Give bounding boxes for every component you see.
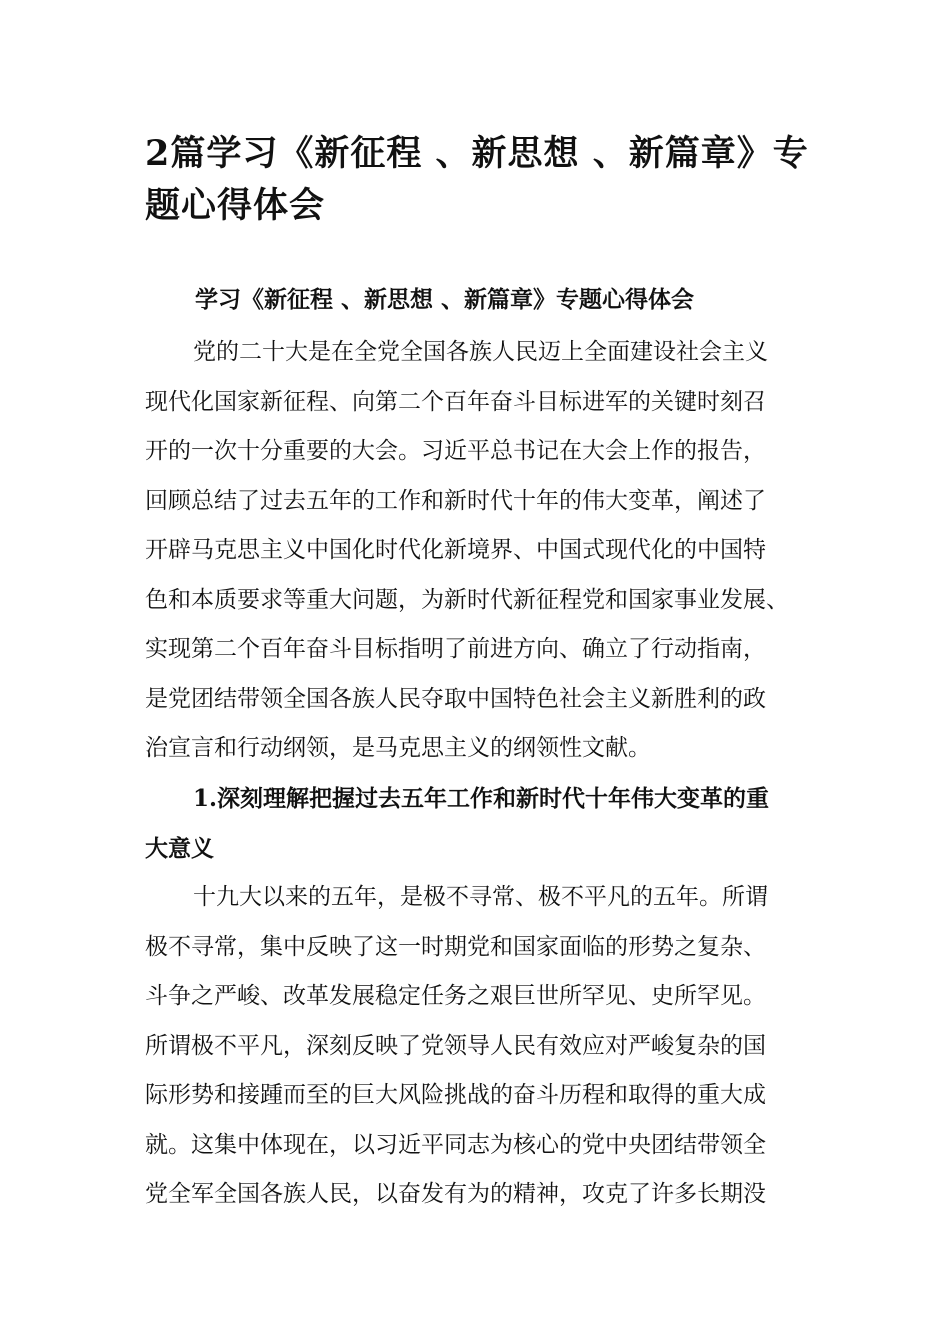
paragraph-line: 实现第二个百年奋斗目标指明了前进方向、确立了行动指南， xyxy=(145,636,766,662)
paragraph-line: 所谓极不平凡，深刻反映了党领导人民有效应对严峻复杂的国 xyxy=(145,1032,766,1059)
paragraph-line: 现代化国家新征程、向第二个百年奋斗目标进军的关键时刻召 xyxy=(145,388,766,415)
paragraph-line: 开的一次十分重要的大会。习近平总书记在大会上作的报告， xyxy=(145,438,766,464)
document-title xyxy=(145,128,825,232)
paragraph-section-1 xyxy=(145,873,805,1220)
paragraph-line: 党的二十大是在全党全国各族人民迈上全面建设社会主义 xyxy=(193,339,768,365)
paragraph-intro xyxy=(145,328,805,774)
paragraph-line: 开辟马克思主义中国化时代化新境界、中国式现代化的中国特 xyxy=(145,537,766,563)
paragraph-line: 党全军全国各族人民，以奋发有为的精神，攻克了许多长期没 xyxy=(145,1181,766,1207)
paragraph-line: 治宣言和行动纲领，是马克思主义的纲领性文献。 xyxy=(145,735,651,761)
section-subtitle: 学习《新征程 、新思想 、新篇章》专题心得体会 xyxy=(195,286,695,313)
title-line: 2篇学习《新征程 、新思想 、新篇章》专 xyxy=(145,133,809,174)
paragraph-line: 色和本质要求等重大问题，为新时代新征程党和国家事业发展、 xyxy=(145,586,789,613)
paragraph-line: 就。这集中体现在，以习近平同志为核心的党中央团结带领全 xyxy=(145,1131,766,1158)
paragraph-line: 极不寻常，集中反映了这一时期党和国家面临的形势之复杂、 xyxy=(145,933,766,960)
paragraph-line: 回顾总结了过去五年的工作和新时代十年的伟大变革，阐述了 xyxy=(145,487,766,514)
paragraph-line: 斗争之严峻、改革发展稳定任务之艰巨世所罕见、史所罕见。 xyxy=(145,983,766,1009)
paragraph-line: 际形势和接踵而至的巨大风险挑战的奋斗历程和取得的重大成 xyxy=(145,1082,766,1108)
section-heading-1 xyxy=(145,774,805,873)
paragraph-line: 十九大以来的五年，是极不寻常、极不平凡的五年。所谓 xyxy=(193,884,768,910)
heading-line: 大意义 xyxy=(145,834,214,862)
heading-line: 1.深刻理解把握过去五年工作和新时代十年伟大变革的重 xyxy=(193,785,770,812)
title-line: 题心得体会 xyxy=(145,185,326,226)
paragraph-line: 是党团结带领全国各族人民夺取中国特色社会主义新胜利的政 xyxy=(145,685,766,712)
